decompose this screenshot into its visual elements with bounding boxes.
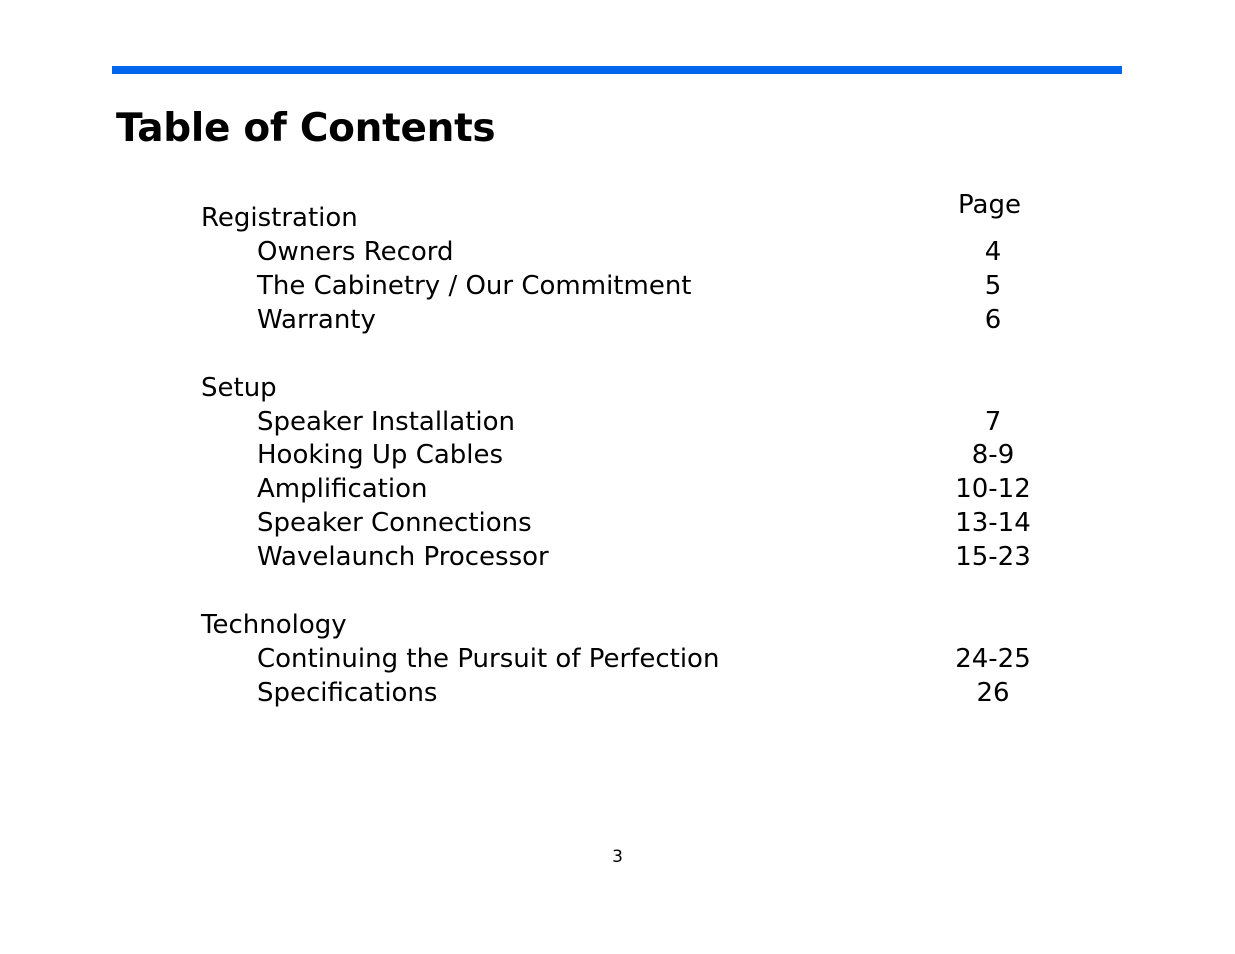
toc-entry[interactable] [0, 642, 1235, 676]
entry-label: The Cabinetry / Our Commitment [257, 271, 692, 301]
entry-label: Amplification [257, 474, 428, 504]
entry-page-number: 24-25 [955, 644, 1031, 674]
entry-label: Speaker Connections [257, 508, 532, 538]
toc-entry[interactable] [0, 540, 1235, 574]
toc-entry[interactable] [0, 405, 1235, 439]
footer-page-number: 3 [612, 847, 623, 867]
entry-page-number: 7 [984, 407, 1002, 437]
entry-label: Wavelaunch Processor [257, 542, 549, 572]
entry-label: Owners Record [257, 237, 454, 267]
entry-label: Hooking Up Cables [257, 440, 504, 470]
toc-entry[interactable] [0, 235, 1235, 269]
entry-page-number: 13-14 [955, 508, 1031, 538]
section-label: Technology [201, 610, 347, 640]
toc-section-heading [0, 201, 1235, 235]
toc-entry[interactable] [0, 269, 1235, 303]
section-label: Registration [201, 203, 358, 233]
entry-page-number: 10-12 [955, 474, 1031, 504]
entry-label: Speaker Installation [257, 407, 516, 437]
entry-label: Specifications [257, 678, 438, 708]
entry-page-number: 5 [984, 271, 1002, 301]
toc-section-heading [0, 608, 1235, 642]
toc-entry[interactable] [0, 303, 1235, 337]
entry-page-number: 26 [976, 678, 1010, 708]
toc-entry[interactable] [0, 506, 1235, 540]
section-label: Setup [201, 373, 277, 403]
toc-entry[interactable] [0, 472, 1235, 506]
entry-page-number: 15-23 [955, 542, 1031, 572]
page-column-header: Page [958, 190, 1021, 220]
toc-entry[interactable] [0, 676, 1235, 710]
header-rule [112, 66, 1122, 74]
entry-page-number: 6 [984, 305, 1002, 335]
entry-label: Warranty [257, 305, 376, 335]
entry-page-number: 8-9 [971, 440, 1015, 470]
page-title: Table of Contents [116, 106, 496, 151]
toc-entry[interactable] [0, 438, 1235, 472]
toc-section-heading [0, 371, 1235, 405]
entry-label: Continuing the Pursuit of Perfection [257, 644, 720, 674]
entry-page-number: 4 [984, 237, 1002, 267]
